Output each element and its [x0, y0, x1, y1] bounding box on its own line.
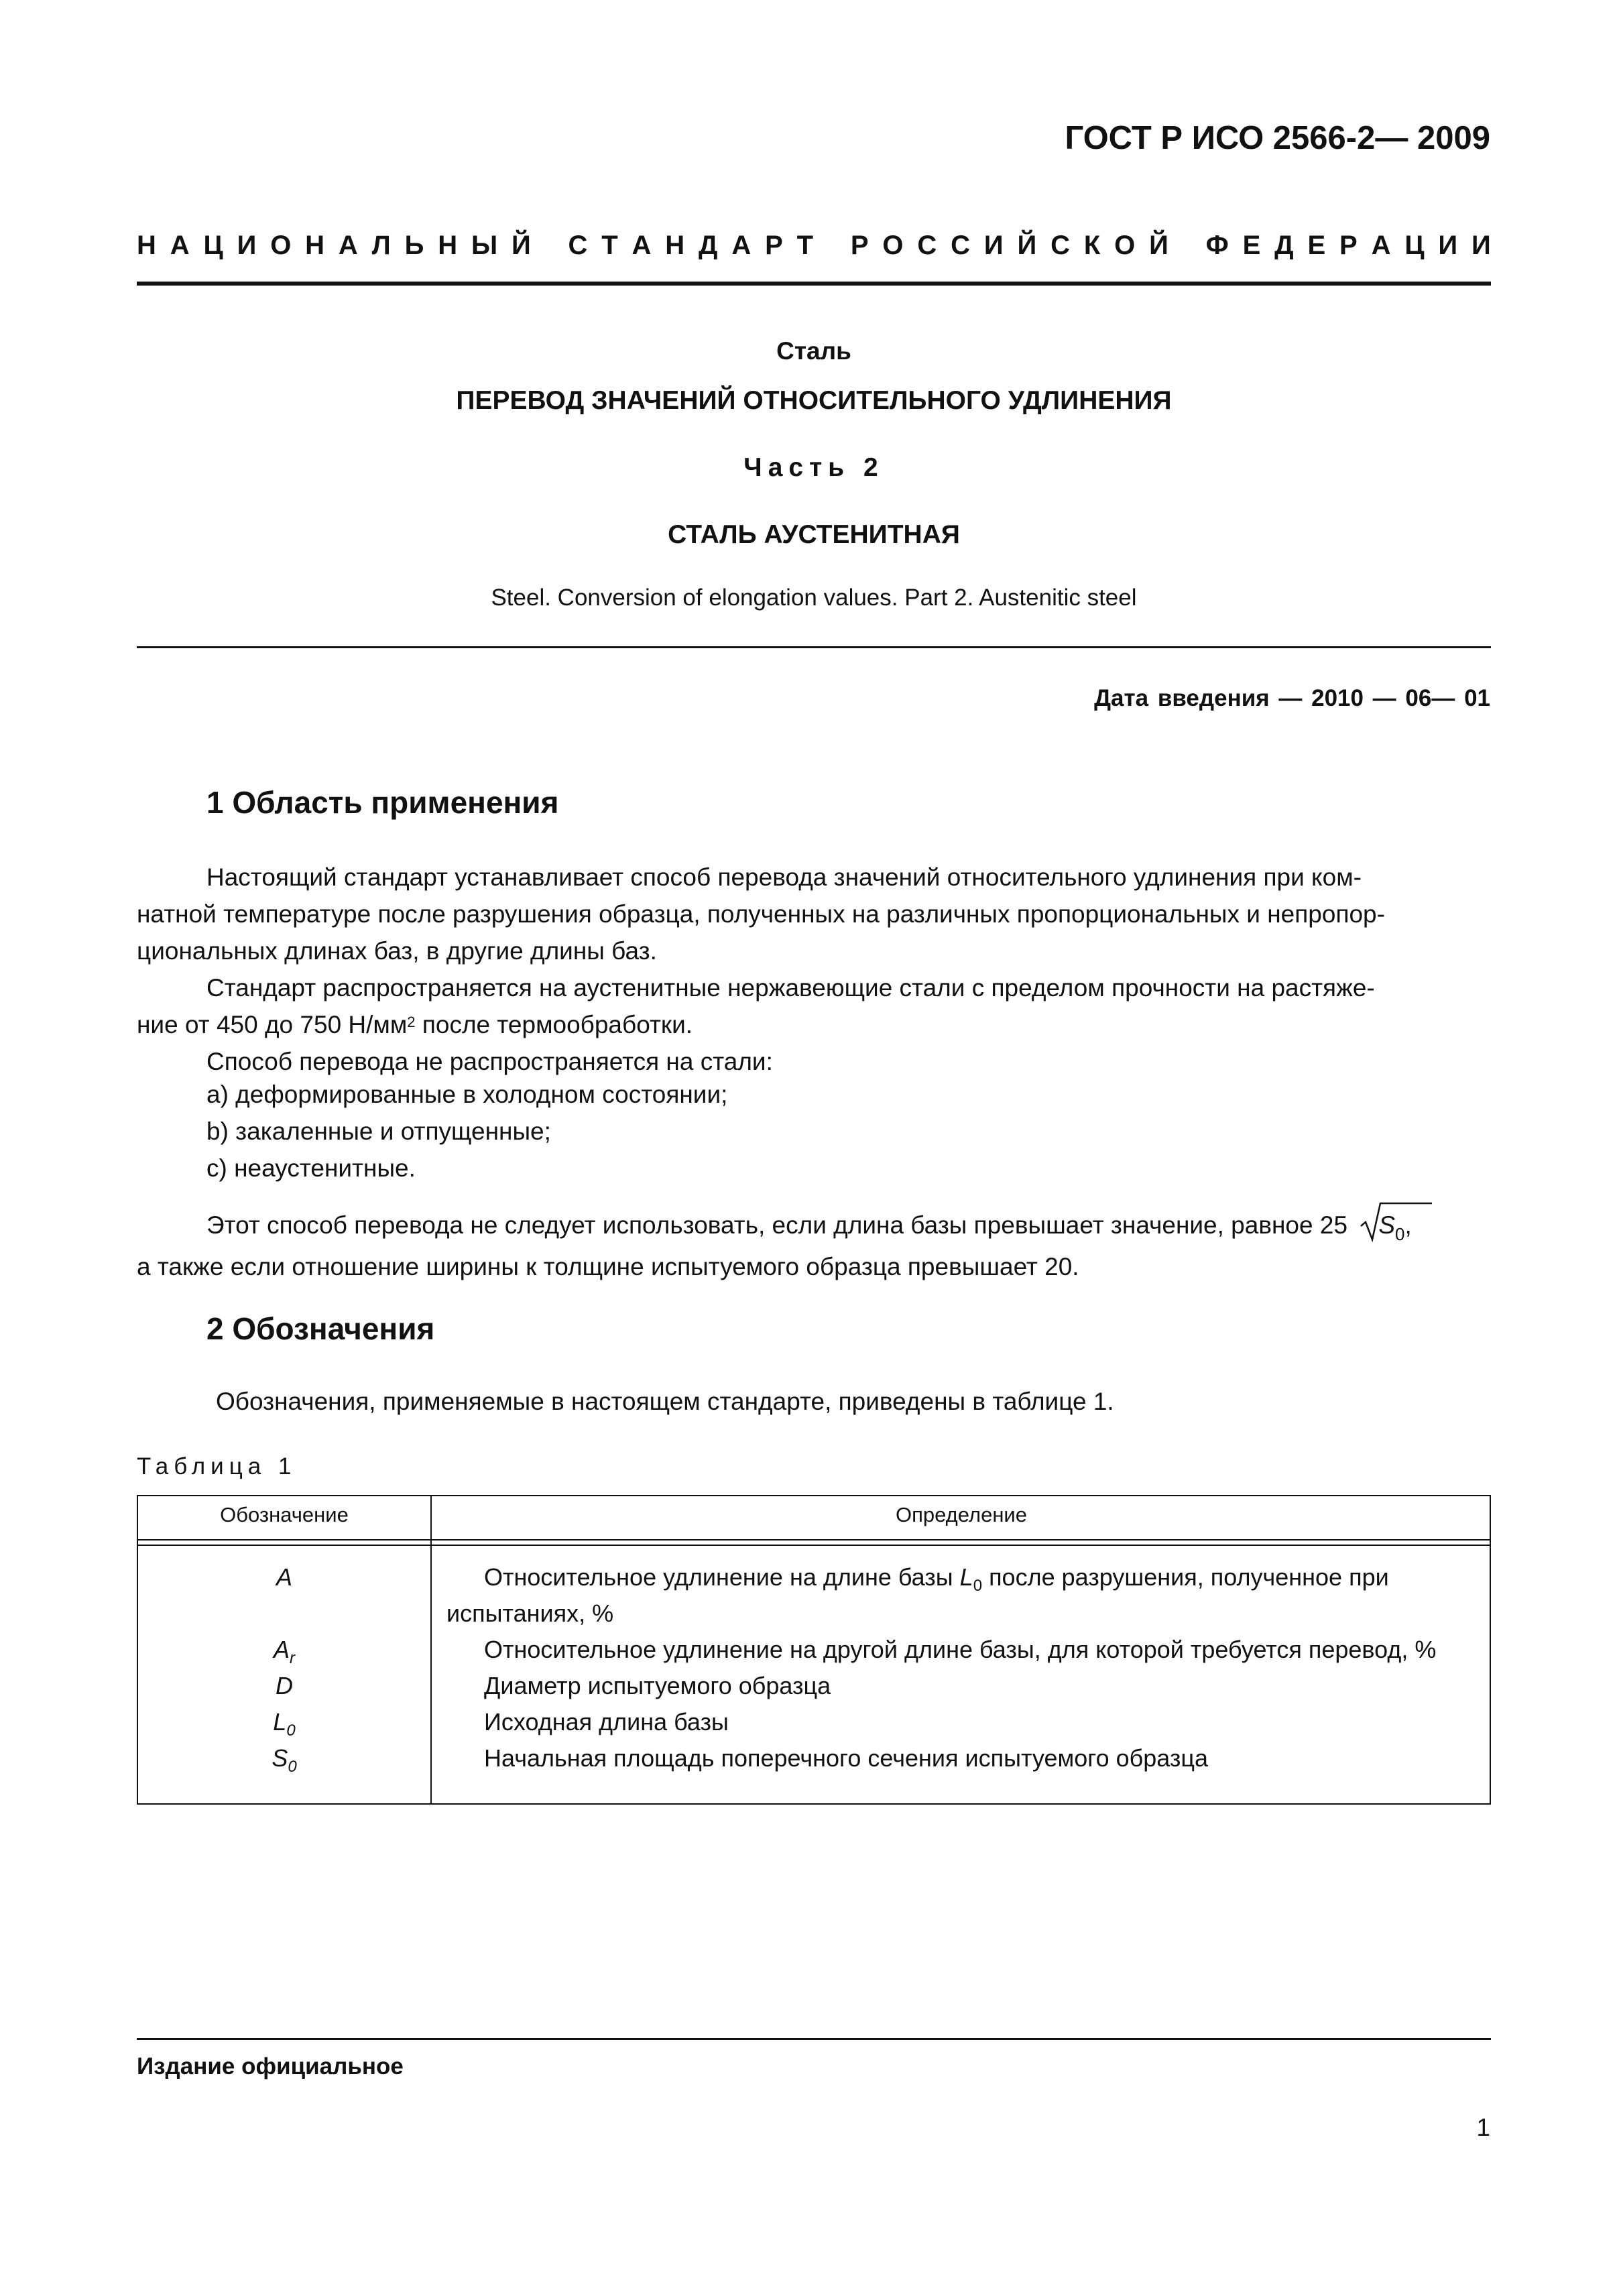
table-header-rule: [138, 1539, 1490, 1540]
title-letter: Ц: [1404, 231, 1425, 260]
paragraph-line: [137, 1006, 1491, 1043]
table-definition: Исходная длина базы: [484, 1708, 729, 1736]
title-letter: Д: [699, 231, 718, 260]
title-letter: Й: [1149, 231, 1168, 260]
table-symbol: [138, 1563, 430, 1591]
table-symbol: [138, 1744, 430, 1776]
title-word-gap: [545, 231, 554, 261]
title-letter: Н: [665, 231, 685, 260]
title-letter: Н: [137, 231, 156, 260]
title-letter: Е: [1242, 231, 1261, 260]
table-definition: Диаметр испытуемого образца: [484, 1672, 831, 1699]
table-symbol: [138, 1708, 430, 1740]
title-letter: Р: [850, 231, 869, 260]
strength-range-text: ние от 450 до 750 Н/мм: [137, 1011, 408, 1038]
definition-text: после разрушения, полученное при: [982, 1563, 1389, 1591]
symbol-subscript: r: [290, 1649, 295, 1667]
scope-paragraph-1: [137, 859, 1491, 969]
title-letter: С: [568, 231, 588, 260]
official-edition-label: Издание официальное: [137, 2053, 404, 2079]
title-letter: Т: [796, 231, 814, 260]
title-english: Steel. Conversion of elongation values. Part 2. Austenitic steel: [491, 585, 1137, 611]
scope-paragraph-2: [137, 969, 1491, 1043]
title-rule: [137, 646, 1491, 648]
section-heading-symbols: 2 Обозначения: [206, 1311, 435, 1346]
scope-paragraph-3: [137, 1043, 1491, 1080]
symbols-paragraph: Обозначения, применяемые в настоящем стандарте, приведены в таблице 1.: [216, 1388, 1114, 1415]
table-column-divider: [430, 1496, 432, 1803]
footer-rule: [137, 2038, 1491, 2040]
unit-superscript: 2: [407, 1014, 416, 1030]
table-definition-continuation: испытаниях, %: [446, 1599, 614, 1627]
title-letter: И: [1438, 231, 1458, 260]
title-letter: О: [1114, 231, 1136, 260]
paragraph-line: Стандарт распространяется на аустенитные нержавеющие стали с пределом прочности на растяже-: [206, 974, 1375, 1002]
title-main: ПЕРЕВОД ЗНАЧЕНИЙ ОТНОСИТЕЛЬНОГО УДЛИНЕНИЯ: [456, 386, 1172, 415]
square-root-expression: [1360, 1205, 1404, 1248]
area-symbol: S: [1378, 1211, 1395, 1239]
title-letter: И: [983, 231, 1004, 260]
symbol-subscript: 0: [286, 1721, 296, 1740]
table-header-rule: [138, 1545, 1490, 1546]
paragraph-line: [137, 1205, 1491, 1246]
title-letter: И: [237, 231, 257, 260]
page-number: 1: [1476, 2114, 1490, 2141]
section-heading-scope: 1 Область применения: [206, 785, 559, 820]
paragraph-line: а также если отношение ширины к толщине испытуемого образца превышает 20.: [137, 1253, 1079, 1280]
symbol-subscript: 0: [288, 1758, 297, 1776]
paragraph-line: циональных длинах баз, в другие длины баз.: [137, 937, 657, 965]
title-letter: Н: [438, 231, 458, 260]
title-letter: Й: [512, 231, 531, 260]
title-letter: К: [1083, 231, 1101, 260]
symbol-letter: D: [276, 1672, 293, 1699]
symbol-letter: A: [276, 1563, 292, 1591]
symbol-letter: L: [273, 1708, 287, 1736]
title-letter: Т: [601, 231, 618, 260]
introduction-date: Дата введения — 2010 — 06— 01: [1094, 685, 1490, 711]
scope-paragraph-4: [137, 1205, 1491, 1283]
paragraph-line: Настоящий стандарт устанавливает способ перевода значений относительного удлинения при ком-: [206, 863, 1362, 891]
title-letter: С: [917, 231, 937, 260]
limit-text: Этот способ перевода не следует использовать, если длина базы превышает значение, равное 25: [206, 1211, 1355, 1239]
title-letter: С: [1050, 231, 1070, 260]
paragraph-line: Способ перевода не распространяется на стали:: [206, 1048, 773, 1075]
title-letter: С: [951, 231, 970, 260]
title-letter: А: [1371, 231, 1391, 260]
table-definition: Начальная площадь поперечного сечения испытуемого образца: [484, 1744, 1209, 1772]
symbol-letter: A: [273, 1636, 290, 1663]
paragraph-line: натной температуре после разрушения образца, полученных на различных пропорциональных и непропор-: [137, 900, 1385, 928]
table-definition: [484, 1563, 1516, 1595]
title-letter: Н: [305, 231, 325, 260]
title-letter: Е: [1307, 231, 1326, 260]
list-item: a) деформированные в холодном состоянии;: [206, 1081, 728, 1108]
table-caption: Таблица 1: [137, 1453, 297, 1479]
definition-symbol: L: [959, 1563, 973, 1591]
title-letter: Ы: [471, 231, 498, 260]
area-subscript: 0: [1395, 1224, 1405, 1244]
title-austenitic: СТАЛЬ АУСТЕНИТНАЯ: [668, 520, 960, 549]
title-letter: Й: [1017, 231, 1037, 260]
title-word-gap: [827, 231, 837, 261]
list-item: b) закаленные и отпущенные;: [206, 1117, 551, 1145]
table-symbol: [138, 1672, 430, 1700]
title-letter: Ф: [1205, 231, 1229, 260]
title-steel: Сталь: [776, 337, 851, 365]
title-letter: А: [338, 231, 358, 260]
table-header-definition: Определение: [895, 1503, 1027, 1526]
heat-treatment-text: после термообработки.: [415, 1011, 693, 1038]
title-letter: Ц: [203, 231, 223, 260]
title-letter: О: [882, 231, 904, 260]
header-rule: [137, 282, 1491, 286]
title-letter: Ь: [404, 231, 424, 260]
title-letter: Р: [1339, 231, 1358, 260]
comma: ,: [1404, 1211, 1412, 1239]
title-letter: А: [731, 231, 752, 260]
title-letter: И: [1471, 231, 1491, 260]
title-letter: Р: [765, 231, 783, 260]
title-word-gap: [1183, 231, 1192, 261]
definition-subscript: 0: [973, 1577, 983, 1595]
symbol-letter: S: [272, 1744, 288, 1772]
title-letter: Д: [1274, 231, 1294, 260]
document-code: ГОСТ Р ИСО 2566-2— 2009: [1065, 120, 1490, 156]
definition-text: Относительное удлинение на длине базы: [484, 1563, 960, 1591]
title-letter: Л: [371, 231, 391, 260]
symbols-table: [137, 1495, 1491, 1805]
table-definition: Относительное удлинение на другой длине базы, для которой требуется перевод, %: [484, 1636, 1437, 1663]
title-letter: О: [270, 231, 292, 260]
title-letter: А: [170, 231, 190, 260]
title-letter: А: [632, 231, 652, 260]
table-symbol: [138, 1636, 430, 1667]
table-header-symbol: Обозначение: [220, 1503, 349, 1526]
national-standard-title: [137, 231, 1491, 261]
title-part: Часть 2: [743, 453, 884, 482]
list-item: c) неаустенитные.: [206, 1154, 416, 1182]
